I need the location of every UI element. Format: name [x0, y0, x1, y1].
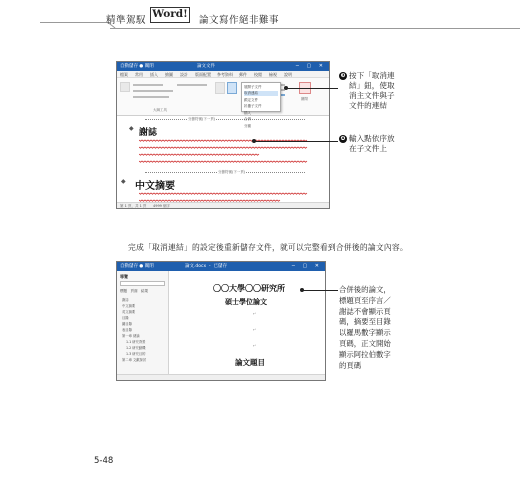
- callout-dot-4: [252, 139, 256, 143]
- nav-item[interactable]: 表目錄: [122, 328, 132, 332]
- nav-item[interactable]: 英文摘要: [122, 310, 136, 314]
- outline-tools-group-label: 大綱工具: [153, 108, 167, 112]
- document-name: 論文文件: [197, 64, 215, 69]
- callout-line: 合併後的論文，: [339, 285, 391, 294]
- placeholder-text-row: [139, 161, 307, 162]
- outline-document-area[interactable]: [117, 117, 330, 203]
- callout-line: 頁碼，正文開始: [339, 338, 391, 348]
- step-number-3: ❸: [340, 73, 346, 79]
- step-number-4: ❹: [340, 136, 346, 142]
- word-screenshot-merged: [116, 261, 326, 381]
- callout-line: 碼，摘要至目錄: [339, 317, 391, 327]
- word-badge: Word!: [150, 7, 190, 23]
- nav-item[interactable]: 目錄: [122, 316, 129, 320]
- nav-item[interactable]: 1.1 研究背景: [126, 340, 146, 344]
- master-document-menu: [241, 82, 281, 128]
- show-level-option[interactable]: [133, 90, 173, 92]
- paragraph-mark: ↵: [253, 311, 257, 316]
- menu-unlink[interactable]: 取消連結: [244, 91, 278, 96]
- nav-item[interactable]: 第一章 緒論: [122, 334, 140, 338]
- status-words: 4999 個字: [153, 203, 171, 208]
- header-rule-long: [110, 28, 520, 29]
- nav-item[interactable]: 謝誌: [122, 298, 129, 302]
- menu-lock-document[interactable]: 鎖定文件: [244, 97, 258, 102]
- tab-insert[interactable]: 插入: [150, 72, 158, 77]
- tab-layout[interactable]: 版面配置: [195, 72, 211, 77]
- outline-ribbon: [117, 78, 329, 116]
- menu-merge[interactable]: 合併: [244, 117, 251, 121]
- menu-insert[interactable]: 插入: [244, 110, 251, 115]
- tab-file[interactable]: 檔案: [120, 72, 128, 77]
- window-controls[interactable]: ─ ▢ ✕: [295, 63, 326, 69]
- thesis-title-line: 論文題目: [235, 358, 265, 367]
- paragraph-mark: ↵: [253, 327, 257, 332]
- page-number: 5-48: [94, 456, 114, 466]
- callout-leader-merged: [302, 290, 338, 291]
- nav-item[interactable]: 中文摘要: [122, 304, 136, 308]
- placeholder-text-row: [139, 147, 307, 148]
- header-rule: [40, 22, 110, 23]
- callout-line: 在子文件上: [349, 144, 387, 153]
- navigation-title: 導覽: [120, 274, 128, 279]
- callout-unlink: [349, 71, 395, 111]
- subdocument-icon: ◆: [129, 125, 134, 132]
- callout-leader-4: [254, 141, 338, 142]
- level-up-button[interactable]: [120, 82, 130, 92]
- book-title: 精準駕馭: [106, 15, 147, 26]
- callout-dot-3: [284, 86, 288, 90]
- callout-line: 按下「取消連: [349, 71, 395, 80]
- nav-item[interactable]: 第二章 文獻探討: [122, 358, 147, 362]
- title-bar: [117, 262, 325, 271]
- degree-line: 碩士學位論文: [225, 297, 267, 306]
- show-document-button[interactable]: [215, 82, 225, 94]
- heading-chinese-abstract: 中文摘要: [135, 181, 175, 192]
- book-subtitle: 論文寫作絕非難事: [199, 15, 280, 26]
- callout-dot-merged: [300, 288, 304, 292]
- status-bar: [117, 202, 330, 208]
- callout-line: 的頁碼: [339, 360, 362, 370]
- autosave-label[interactable]: 自動儲存 ● 關閉: [120, 264, 154, 269]
- navigation-pane: [117, 271, 169, 376]
- callout-line: 結」鈕，使取: [349, 81, 395, 90]
- level-dropdown[interactable]: [133, 84, 163, 86]
- show-first-line-option[interactable]: [133, 96, 169, 98]
- tab-draw[interactable]: 繪圖: [165, 72, 173, 77]
- body-paragraph: 完成「取消連結」的設定後重新儲存文件，就可以完整看到合併後的論文內容。: [128, 243, 408, 252]
- status-bar: [117, 374, 326, 380]
- title-bar: [117, 62, 329, 71]
- section-break-label: 分節符號(下一頁): [218, 170, 246, 174]
- callout-line: 以羅馬數字顯示: [339, 328, 391, 338]
- section-break: [145, 119, 305, 120]
- status-page: 第 1 頁，共 1 頁: [120, 203, 147, 208]
- university-line: 〇〇大學〇〇研究所: [213, 283, 285, 293]
- navigation-tabs[interactable]: 標題 頁面 結果: [120, 289, 148, 293]
- collapse-subdocuments-button[interactable]: [227, 82, 237, 94]
- menu-collapse-subdocuments[interactable]: 折疊子文件: [244, 104, 262, 108]
- tab-design[interactable]: 設計: [180, 72, 188, 77]
- tab-references[interactable]: 參考資料: [217, 72, 233, 77]
- tab-review[interactable]: 校閱: [254, 72, 262, 77]
- word-screenshot-outline: [116, 61, 330, 209]
- placeholder-text-row: [139, 193, 307, 194]
- heading-acknowledgement: 謝誌: [139, 128, 158, 138]
- close-outline-label: 關閉: [301, 97, 308, 101]
- tab-mailings[interactable]: 郵件: [239, 72, 247, 77]
- callout-cursor: [349, 134, 395, 154]
- menu-split[interactable]: 分割: [244, 123, 251, 128]
- document-name: 論文.docx ・ 已儲存: [185, 264, 228, 269]
- placeholder-text-row: [139, 154, 259, 155]
- callout-line: 消主文件與子: [349, 91, 395, 100]
- tab-home[interactable]: 常用: [135, 72, 143, 77]
- nav-item[interactable]: 圖目錄: [122, 322, 132, 326]
- callout-line: 標題頁至序言／: [339, 295, 391, 305]
- paragraph-mark: ↵: [253, 343, 257, 348]
- page-header: [0, 0, 520, 34]
- window-controls[interactable]: ─ ▢ ✕: [291, 263, 322, 269]
- callout-leader-3: [286, 88, 338, 89]
- ribbon-tabs: [117, 71, 329, 78]
- show-text-format-option[interactable]: [177, 84, 207, 86]
- callout-line: 顯示阿拉伯數字: [339, 349, 391, 359]
- subdocument-icon: ◆: [121, 178, 126, 185]
- menu-expand-subdocuments[interactable]: 展開子文件: [244, 84, 262, 89]
- callout-line: 文件的連結: [349, 101, 387, 110]
- callout-merged-doc: [339, 285, 409, 371]
- tab-view[interactable]: 檢視: [269, 72, 277, 77]
- navigation-search-input[interactable]: [120, 281, 165, 286]
- tab-help[interactable]: 說明: [284, 72, 292, 77]
- callout-line: 輸入點依序放: [349, 134, 395, 143]
- nav-item[interactable]: 1.2 研究動機: [126, 346, 146, 350]
- callout-line: 謝誌不會顯示頁: [339, 306, 391, 316]
- nav-item[interactable]: 1.3 研究目的: [126, 352, 146, 356]
- section-break-label: 分節符號(下一頁): [188, 117, 216, 121]
- autosave-label[interactable]: 自動儲存 ● 關閉: [120, 64, 154, 69]
